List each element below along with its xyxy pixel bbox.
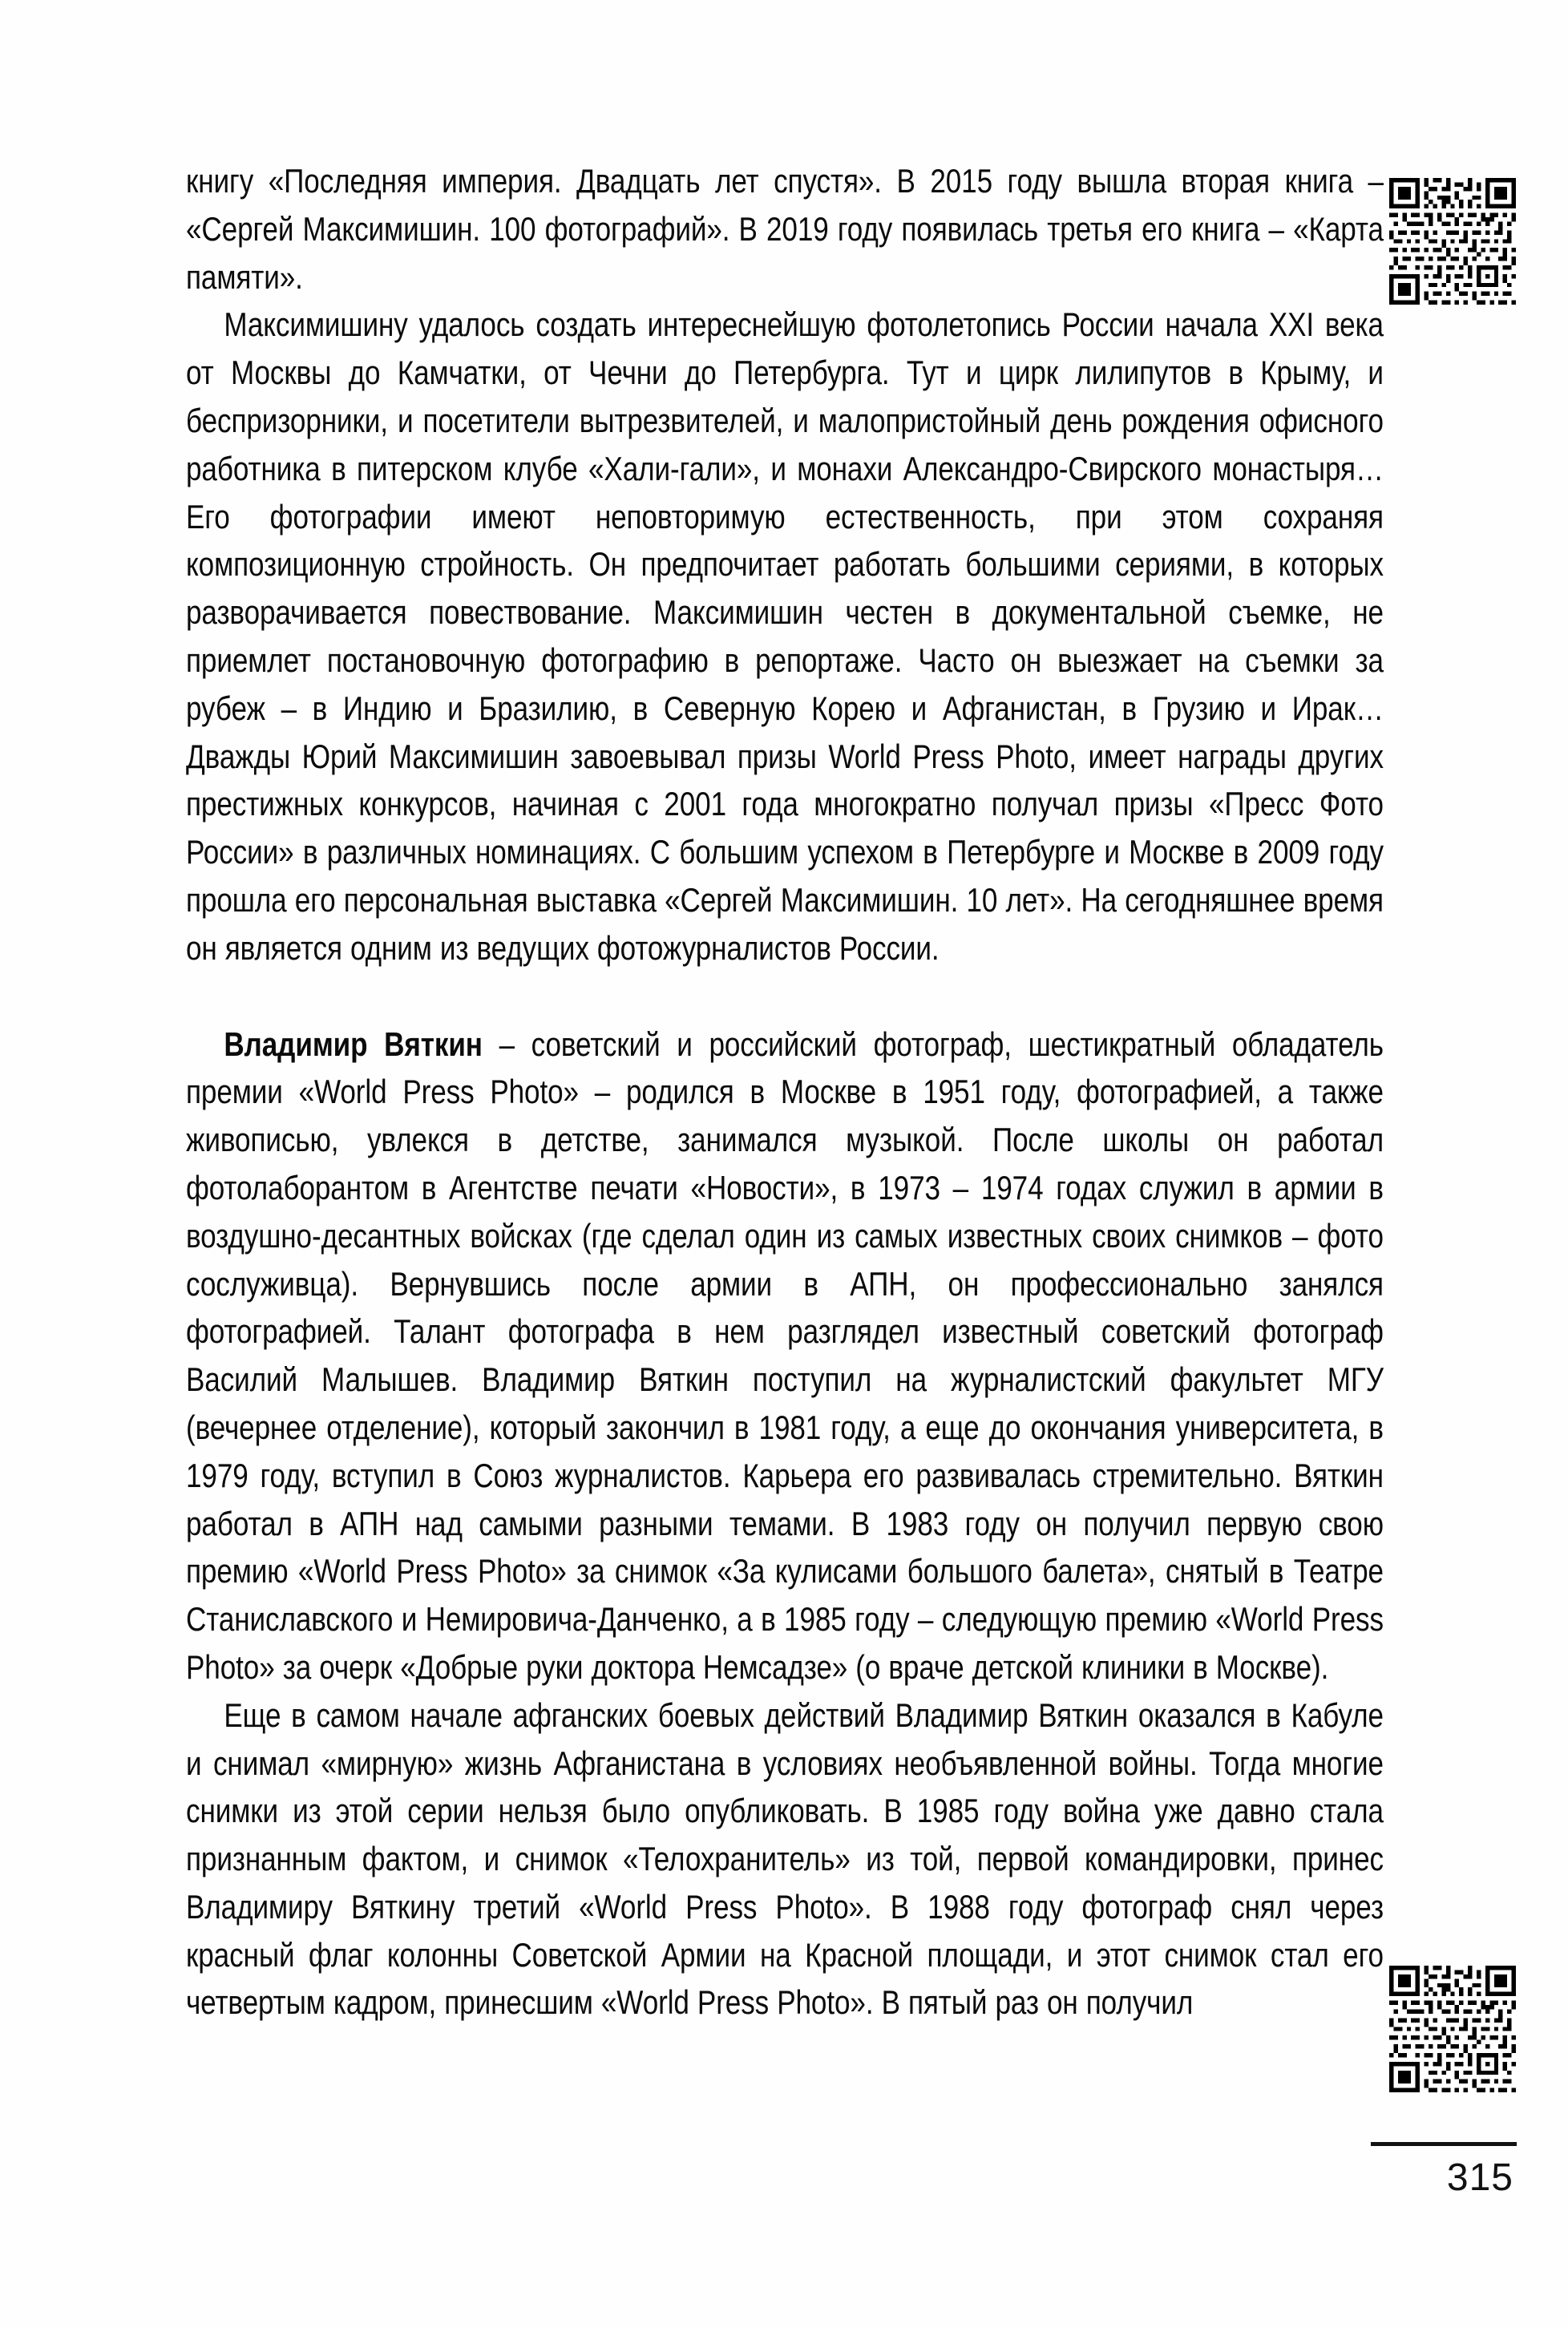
- page-footer: [1238, 2142, 1517, 2199]
- text-column: [186, 157, 1384, 2027]
- person-name-vyatkin: Владимир Вяткин: [224, 1025, 483, 1063]
- footer-rule: [1371, 2142, 1517, 2146]
- page-number: 315: [1446, 2156, 1513, 2199]
- qr-code-svg: [1389, 1966, 1516, 2092]
- paragraph-text: – советский и российский фотограф, шестикратный обладатель премии «World Press Photo» – родился в Москве в 1951 году, фотографией, а также живописью, увлекся в детстве, занимался музыкой. После школы он работал фотолаборантом в Агентстве печати «Новости», в 1973 – 1974 годах служил в армии в воздушно-десантных войсках (где сделал один из самых известных своих снимков – фото сослуживца). Вернувшись после армии в АПН, он профессионально занялся фотографией. Талант фотографа в нем разглядел известный советский фотограф Василий Малышев. Владимир Вяткин поступил на журналистский факультет МГУ (вечернее отделение), который закончил в 1981 году, а еще до окончания университета, в 1979 году, вступил в Союз журналистов. Карьера его развивалась стремительно. Вяткин работал в АПН над самыми разными темами. В 1983 году он получил первую свою премию «World Press Photo» за снимок «За кулисами большого балета», снятый в Театре Станиславского и Немировича-Данченко, а в 1985 году – следующую премию «World Press Photo» за очерк «Добрые руки доктора Немсадзе» (о враче детской клиники в Москве).: [186, 1025, 1384, 1686]
- paragraph-text: книгу «Последняя империя. Двадцать лет спустя». В 2015 году вышла вторая книга – «Сергей Максимишин. 100 фотографий». В 2019 году появилась третья его книга – «Карта памяти».: [186, 162, 1384, 296]
- paragraph-maksimishin-chronicle: [186, 301, 1384, 972]
- paragraph-text: Максимишину удалось создать интереснейшую фотолетопись России начала XXI века от Москвы до Камчатки, от Чечни до Петербурга. Тут и цирк лилипутов в Крыму, и беспризорники, и посетители вытрезвителей, и малопристойный день рождения офисного работника в питерском клубе «Хали-гали», и монахи Александро-Свирского монастыря… Его фотографии имеют неповторимую естественность, при этом сохраняя композиционную стройность. Он предпочитает работать большими сериями, в которых разворачивается повествование. Максимишин честен в документальной съемке, не приемлет постановочную фотографию в репортаже. Часто он выезжает на съемки за рубеж – в Индию и Бразилию, в Северную Корею и Афганистан, в Грузию и Ирак… Дважды Юрий Максимишин завоевывал призы World Press Photo, имеет награды других престижных конкурсов, начиная с 2001 года многократно получал призы «Пресс Фото России» в различных номинациях. С большим успехом в Петербурге и Москве в 2009 году прошла его персональная выставка «Сергей Максимишин. 10 лет». На сегодняшнее время он является одним из ведущих фотожурналистов России.: [186, 305, 1384, 967]
- paragraph-vyatkin-afghanistan: [186, 1691, 1384, 2027]
- qr-code-icon-bottom[interactable]: [1389, 1966, 1516, 2092]
- paragraph-vyatkin-bio: [186, 1021, 1384, 1691]
- paragraph-text: Еще в самом начале афганских боевых действий Владимир Вяткин оказался в Кабуле и снимал «мирную» жизнь Афганистана в условиях необъявленной войны. Тогда многие снимки из этой серии нельзя было опубликовать. В 1985 году война уже давно стала признанным фактом, и снимок «Телохранитель» из той, первой командировки, принес Владимиру Вяткину третий «World Press Photo». В 1988 году фотограф снял через красный флаг колонны Советской Армии на Красной площади, и этот снимок стал его четвертым кадром, принесшим «World Press Photo». В пятый раз он получил: [186, 1695, 1384, 2022]
- paragraph-maksimishin-books: [186, 157, 1384, 301]
- qr-code-svg: [1389, 178, 1516, 305]
- qr-code-icon-top[interactable]: [1389, 178, 1516, 305]
